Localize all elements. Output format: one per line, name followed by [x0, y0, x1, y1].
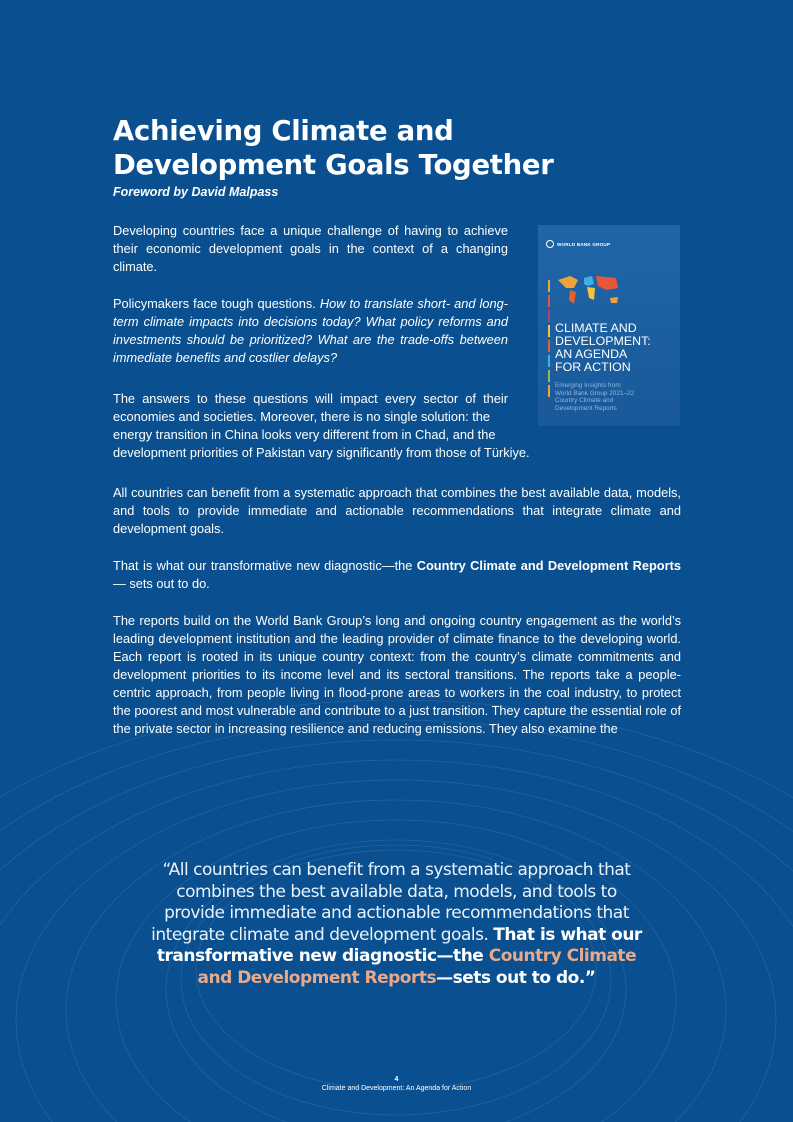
- cover-title: CLIMATE AND DEVELOPMENT: AN AGENDA FOR ACTION: [555, 321, 651, 374]
- color-bar: [548, 310, 550, 322]
- page-title: Achieving Climate and Development Goals Together: [113, 115, 554, 181]
- globe-icon: [546, 240, 554, 248]
- paragraph-3c: development priorities of Pakistan vary significantly from those of Türkiye.: [113, 445, 530, 460]
- foreword-byline: Foreword by David Malpass: [113, 185, 279, 199]
- ccdr-bold: Country Climate and Development Reports: [416, 558, 681, 573]
- cover-subtitle: Emerging Insights from World Bank Group 2021–22 Country Climate and Development Reports: [555, 382, 635, 412]
- quote-part-4: —sets out to do.”: [436, 967, 596, 988]
- paragraph-5-start: That is what our transformative new diagnostic—the: [113, 558, 417, 573]
- report-cover-image: [538, 225, 680, 426]
- color-bar: [548, 340, 550, 352]
- footer-text: Climate and Development: An Agenda for Action: [321, 1085, 472, 1092]
- paragraph-2: [113, 295, 508, 367]
- color-bar: [548, 325, 550, 337]
- color-bar: [548, 295, 550, 307]
- color-bar: [548, 370, 550, 382]
- paragraph-5: [113, 557, 681, 593]
- paragraph-2-intro: Policymakers face tough questions.: [113, 296, 320, 311]
- quote-ccdr-highlight: Country Climate and Development Reports: [197, 946, 637, 988]
- color-bar: [548, 385, 550, 397]
- color-bar: [548, 355, 550, 367]
- cover-logo-text: WORLD BANK GROUP: [557, 241, 611, 247]
- paragraph-3b: energy transition in China looks very different from in Chad, and the: [113, 427, 496, 442]
- page-number: 4: [394, 1076, 399, 1083]
- world-map-graphic: [554, 270, 624, 312]
- paragraph-1: Developing countries face a unique challenge of having to achieve their economic development goals in the context of a changing climate.: [113, 223, 508, 274]
- paragraph-3a: The answers to these questions will impact every sector of their economies and societies. Moreover, there is no single solution: the: [113, 391, 508, 424]
- color-bar: [548, 280, 550, 292]
- paragraph-4: All countries can benefit from a systematic approach that combines the best available data, models, and tools to provide immediate and actionable recommendations that integrate climate and development goals.: [113, 485, 681, 536]
- quote-part-1: “All countries can benefit from a systematic approach that combines the best available data, models, and tools to provide immediate and actionable recommendations that integrate climate and development goals.: [151, 860, 631, 945]
- world-bank-logo: [546, 240, 610, 248]
- paragraph-2-questions: How to translate short- and long-term climate impacts into decisions today? What policy reforms and investments should be prioritized? What are the trade-offs between immediate benefits and costlier delays?: [113, 296, 508, 365]
- pull-quote: [150, 860, 643, 989]
- paragraph-6: The reports build on the World Bank Group’s long and ongoing country engagement as the world’s leading development institution and the leading provider of climate finance to the developing world. Each report is rooted in its unique country context: from the country’s climate commitments and development priorities to its income level and its sectoral transitions. The reports take a people-centric approach, from people living in flood-prone areas to workers in the coal industry, to protect the poorest and most vulnerable and contribute to a just transition. They capture the essential role of the private sector in increasing resilience and reducing emissions. They also examine the: [113, 613, 681, 736]
- paragraph-5-end: — sets out to do.: [113, 576, 210, 591]
- page-footer: [0, 1075, 793, 1093]
- quote-part-2: That is what our transformative new diagnostic—the: [156, 924, 642, 966]
